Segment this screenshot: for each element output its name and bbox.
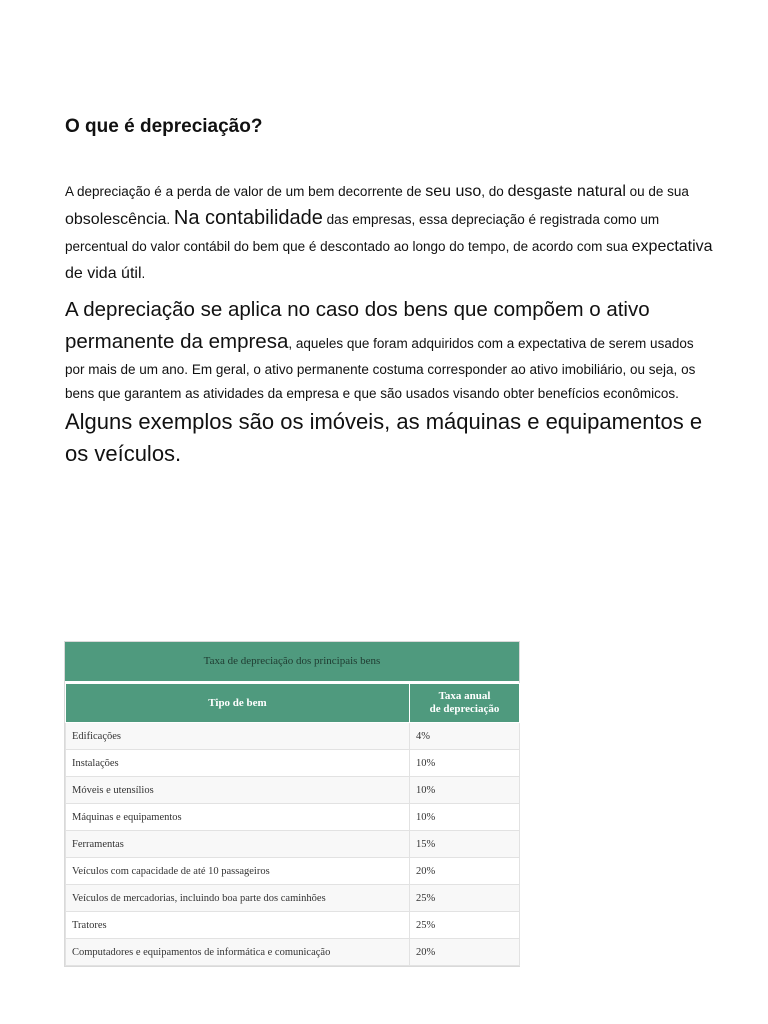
text-run: desgaste natural [507,183,626,200]
text-run: Na contabilidade [173,207,323,229]
cell-rate: 20% [410,858,520,885]
cell-rate: 10% [410,804,520,831]
cell-item: Veículos de mercadorias, incluindo boa parte dos caminhões [66,885,410,912]
cell-item: Computadores e equipamentos de informática e comunicação [66,939,410,966]
depreciation-table [64,641,520,967]
table-header-row [66,684,520,723]
table-row [66,831,520,858]
cell-item: Instalações [66,750,410,777]
text-run: , aqueles que foram adquiridos com a expectativa de serem usados por mais de um ano. Em geral, o ativo permanente costuma corresponder ao ativo imobiliário, ou seja, os bens que garantem as atividades da empresa e que são usados visando obter benefícios econômicos. [65,336,696,401]
text-run: ou de sua [625,184,689,199]
table-row [66,723,520,750]
table-caption: Taxa de depreciação dos principais bens [65,642,519,683]
cell-rate: 20% [410,939,520,966]
text-run: das empresas, essa depreciação é registrada como um percentual do valor contábil do bem que é descontado ao longo do tempo, de acordo com sua [65,212,660,254]
table-row [66,750,520,777]
text-run: . [166,212,174,227]
header-line: de depreciação [429,703,500,715]
text-run: , do [481,184,508,199]
text-run: A depreciação se aplica no caso dos bens que compõem o ativo permanente da empresa [65,298,650,353]
cell-item: Edificações [66,723,410,750]
paragraph-definition [65,178,715,287]
cell-rate: 4% [410,723,520,750]
table-row [66,858,520,885]
cell-item: Ferramentas [66,831,410,858]
cell-item: Tratores [66,912,410,939]
cell-item: Veículos com capacidade de até 10 passageiros [66,858,410,885]
column-header-type: Tipo de bem [66,684,410,723]
cell-rate: 15% [410,831,520,858]
text-run: A depreciação é a perda de valor de um bem decorrente de [65,184,426,199]
cell-item: Máquinas e equipamentos [66,804,410,831]
text-run: seu uso [425,183,482,200]
cell-rate: 25% [410,912,520,939]
table-row [66,777,520,804]
cell-rate: 25% [410,885,520,912]
cell-rate: 10% [410,777,520,804]
header-line: Taxa anual [438,690,491,702]
column-header-rate [410,684,520,723]
cell-rate: 10% [410,750,520,777]
table-row [66,804,520,831]
table-row [66,912,520,939]
page-title: O que é depreciação? [65,116,263,137]
table-row [66,885,520,912]
text-run: obsolescência [65,211,167,228]
table [65,683,520,966]
table-row [66,939,520,966]
text-run: . [141,266,146,281]
paragraph-application [65,294,715,470]
text-run: expectativa de vida útil [65,238,713,282]
cell-item: Móveis e utensílios [66,777,410,804]
text-run: Alguns exemplos são os imóveis, as máquinas e equipamentos e os veículos. [65,409,703,466]
